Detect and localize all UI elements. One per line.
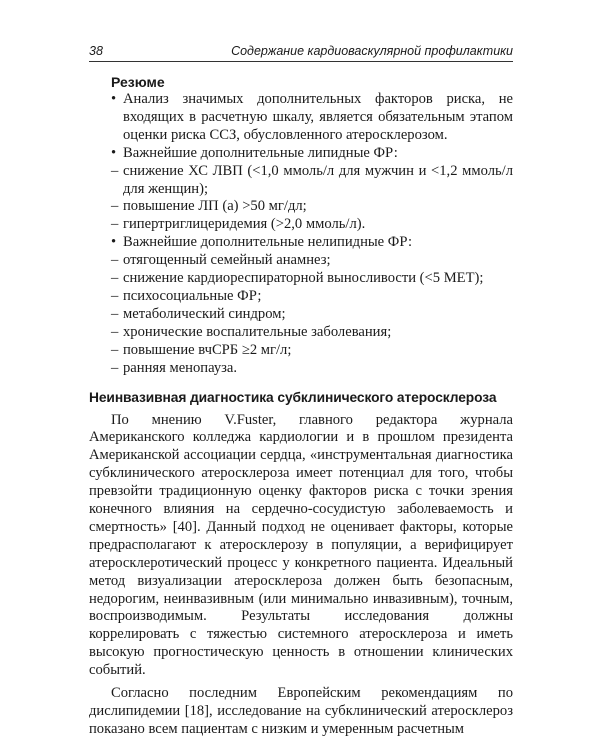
dash-mark: – [111, 305, 119, 322]
nonlipid-item [89, 360, 513, 378]
item-text: гипертриглицеридемия (>2,0 ммоль/л). [123, 216, 366, 233]
nonlipid-item [89, 288, 513, 306]
item-text: хронические воспалительные заболевания; [123, 323, 392, 340]
lipid-item [89, 198, 513, 216]
bullet-mark: • [111, 144, 117, 161]
dash-mark: – [111, 252, 119, 269]
item-text: ранняя менопауза. [123, 359, 238, 376]
item-text: снижение кардиореспираторной выносливости (<5 МЕТ); [123, 270, 484, 287]
nonlipid-item [89, 306, 513, 324]
dash-mark: – [111, 198, 119, 215]
dash-mark: – [111, 359, 119, 376]
section-title: Неинвазивная диагностика субклинического атеросклероза [89, 389, 497, 405]
item-text: метаболический синдром; [123, 305, 286, 322]
bullet-mark: • [111, 234, 117, 251]
bullet-mark: • [111, 91, 117, 107]
dash-mark: – [111, 341, 119, 358]
summary-bullet-1 [89, 91, 513, 145]
summary-title: Резюме [111, 74, 165, 90]
body-paragraph-1: По мнению V.Fuster, главного редактора журнала Американского колледжа кардиологии и в прошлом президента Американской ассоциации сердца, «инструментальная диагностика субклинического атеросклероза имеет потенциал для того, чтобы превзойти традиционную оценку факторов риска с точки зрения конечного влияния на сердечно-сосудистую заболеваемость и смертность» [40]. Данный подход не оценивает факторы, которые предрасполагают к атеросклерозу в популяции, а верифицирует атеросклеротический процесс у конкретного пациента. Идеальный метод визуализации атеросклероза должен быть безопасным, недорогим, неинвазивным (или минимально инвазивным), точным, воспроизводимым. Результаты исследования должны коррелировать с тяжестью системного атеросклероза и иметь высокую прогностическую ценность в отношении клинических событий. [89, 411, 513, 679]
page-number: 38 [89, 44, 103, 58]
header-rule [89, 61, 513, 62]
nonlipid-item [89, 342, 513, 360]
dash-mark: – [111, 216, 119, 233]
body-paragraph-2: Согласно последним Европейским рекомендациям по дислипидемии [18], исследование на субклинический атеросклероз показано всем пациентам с низким и умеренным расчетным [89, 685, 513, 737]
nonlipid-item [89, 324, 513, 342]
item-text: снижение ХС ЛВП (<1,0 ммоль/л для мужчин и <1,2 ммоль/л для женщин); [123, 162, 513, 197]
nonlipid-item [89, 252, 513, 270]
running-header [89, 44, 513, 60]
nonlipid-item [89, 270, 513, 288]
page-content [89, 73, 513, 739]
item-text: повышение вчСРБ ≥2 мг/л; [123, 341, 292, 358]
running-title: Содержание кардиоваскулярной профилактики [231, 44, 513, 58]
dash-mark: – [111, 162, 119, 179]
lipid-item [89, 216, 513, 234]
item-text: повышение ЛП (а) >50 мг/дл; [123, 198, 307, 215]
summary-bullet-2 [89, 145, 513, 163]
summary-bullet-3 [89, 234, 513, 252]
lipid-item [89, 163, 513, 199]
bullet-text: Важнейшие дополнительные липидные ФР: [123, 144, 398, 161]
dash-mark: – [111, 287, 119, 304]
dash-mark: – [111, 323, 119, 340]
item-text: отягощенный семейный анамнез; [123, 252, 331, 269]
bullet-text: Анализ значимых дополнительных факторов риска, не входящих в расчетную шкалу, является обязательным этапом оценки риска ССЗ, обусловленного атеросклерозом. [123, 91, 513, 143]
item-text: психосоциальные ФР; [123, 287, 262, 304]
bullet-text: Важнейшие дополнительные нелипидные ФР: [123, 234, 413, 251]
dash-mark: – [111, 270, 119, 287]
